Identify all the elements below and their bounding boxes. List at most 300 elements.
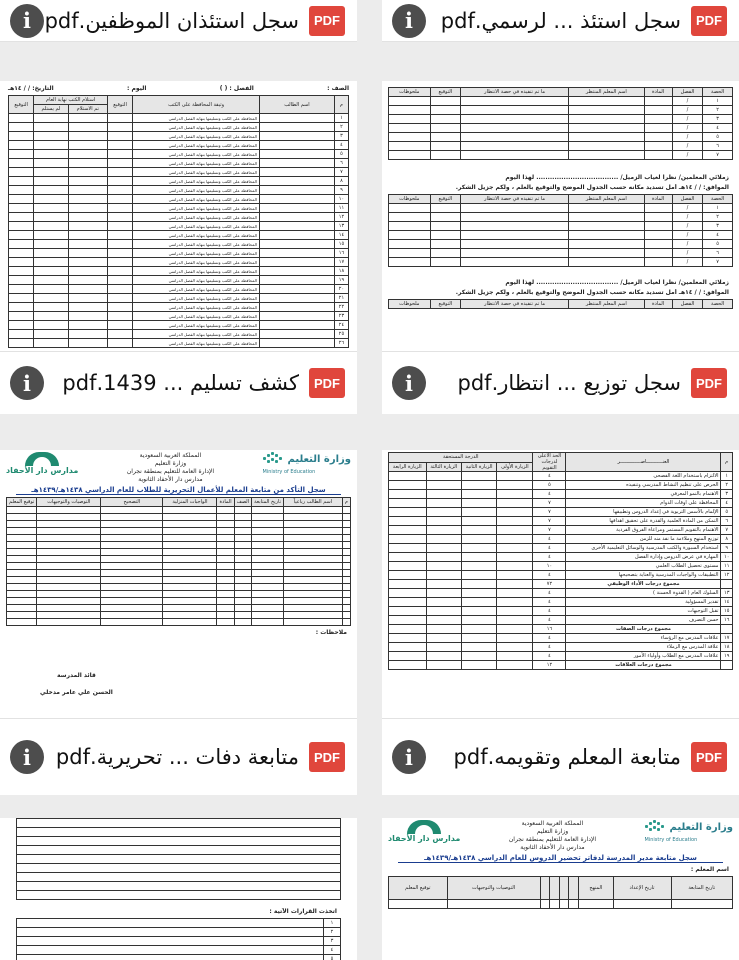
period-cell: ٢ [703,213,733,222]
lesson-prep-table [388,876,733,909]
table-row [9,159,349,168]
max-score-cell: ٧٢ [533,580,566,589]
header-lines [509,820,596,852]
table-cell [163,577,217,584]
table-cell [217,542,234,549]
table-cell [283,612,342,619]
pdf-thumbnail-notebooks[interactable] [0,450,357,720]
table-cell [426,607,461,616]
row-number: ٧ [334,168,348,177]
table-cell [426,643,461,652]
element-cell: توزيع المنهج وملاءمة ما نفذ منه للزمن [566,535,721,544]
table-cell [9,132,34,141]
pdf-thumbnail-attendance[interactable] [382,818,739,960]
table-cell [68,114,107,123]
pledge-cell: المحافظة على الكتب وتسليمها بنهاية الفصل الدراسي [133,294,260,303]
table-cell [461,231,569,240]
table-cell [462,499,497,508]
table-cell [342,570,350,577]
table-cell [107,312,132,321]
table-row [389,115,733,124]
period-cell: ٣ [703,222,733,231]
table-cell [426,535,461,544]
table-cell [34,240,68,249]
column-header: المادة [644,195,672,204]
table-cell [252,605,284,612]
section-cell: / [672,97,702,106]
table-cell [389,231,431,240]
pdf-file-icon: PDF [691,368,727,398]
row-number: ١ [334,114,348,123]
table-cell [430,115,460,124]
table-cell [462,625,497,634]
table-cell [7,535,37,542]
table-row [7,563,351,570]
table-cell [462,490,497,499]
row-number: ٣ [334,132,348,141]
pledge-cell: المحافظة على الكتب وتسليمها بنهاية الفصل الدراسي [133,213,260,222]
table-cell [389,204,431,213]
table-cell [252,528,284,535]
table-cell [430,231,460,240]
table-row [9,114,349,123]
table-row [9,276,349,285]
table-row [7,584,351,591]
table-cell [283,577,342,584]
row-number: ١٦ [334,249,348,258]
table-cell [252,577,284,584]
table-cell [163,528,217,535]
table-row [389,490,733,499]
table-cell [101,612,163,619]
table-row [389,258,733,267]
table-cell [34,132,68,141]
table-cell [426,481,461,490]
table-cell [37,507,101,514]
table-cell [426,472,461,481]
table-cell [234,591,251,598]
table-cell [101,514,163,521]
table-cell [252,556,284,563]
table-cell [107,303,132,312]
table-cell [234,528,251,535]
element-cell: علاقات المدرس مع الطلاب وأولياء الأمور [566,652,721,661]
table-row [9,177,349,186]
date-line-1: الموافق: / / ١٤هـ أمل تسديد مكانه حسب الجدول الموضح والتوقيع بالعلم ، ولكم جزيل الشكر. [455,184,729,191]
element-cell: الإلمام بالأسس التربوية في إعداد الدروس وتطبيقها [566,508,721,517]
table-cell [9,123,34,132]
element-cell: حسن التصرف [566,616,721,625]
table-cell [37,570,101,577]
table-cell [569,204,644,213]
pledge-cell: المحافظة على الكتب وتسليمها بنهاية الفصل الدراسي [133,267,260,276]
student-name-cell [259,294,334,303]
table-cell [68,285,107,294]
table-cell [34,213,68,222]
max-score-cell: ٤ [533,643,566,652]
col-received: تم الاستلام [68,105,107,114]
table-cell [462,562,497,571]
table-cell [37,577,101,584]
document-title: سجل التأكد من متابعة المعلم للأعمال التحريرية للطلاب للعام الدراسي ١٤٣٨هـ/١٤٣٩هـ [16,486,341,495]
table-cell [252,514,284,521]
table-cell [426,508,461,517]
table-cell [497,472,533,481]
column-header: ملحوظات [389,195,431,204]
info-icon[interactable]: i [10,4,44,38]
table-cell [234,514,251,521]
max-score-cell: ١٠ [533,562,566,571]
student-name-cell [259,249,334,258]
table-cell [68,195,107,204]
row-number: ١٠ [334,195,348,204]
table-cell [426,598,461,607]
table-cell [101,549,163,556]
substitute-table-2 [388,194,733,267]
file-card-2[interactable] [0,0,357,42]
table-cell [217,619,234,626]
table-row [17,873,341,882]
file-card-7[interactable] [382,818,739,960]
table-cell [9,150,34,159]
column-header: التوقيع [430,300,460,309]
table-cell [107,240,132,249]
table-cell [644,133,672,142]
period-cell: ٧ [703,151,733,160]
table-cell [462,661,497,670]
table-cell [252,542,284,549]
max-score-cell: ٤ [533,472,566,481]
table-cell [163,556,217,563]
table-cell [101,556,163,563]
table-cell [426,490,461,499]
table-cell [217,549,234,556]
table-cell [644,115,672,124]
file-card-3[interactable] [382,81,739,414]
table-cell [283,570,342,577]
row-number: ١ [721,472,733,481]
row-number: ١٢ [334,213,348,222]
pledge-cell: المحافظة على الكتب وتسليمها بنهاية الفصل الدراسي [133,186,260,195]
period-cell: ٢ [703,106,733,115]
file-card-8[interactable] [0,818,357,960]
column-header: ملحوظات [389,300,431,309]
row-number: ١٢ [721,571,733,580]
table-cell [17,955,324,960]
student-name-cell [259,132,334,141]
table-cell [163,542,217,549]
table-cell [68,240,107,249]
period-cell: ٥ [703,240,733,249]
table-cell [426,562,461,571]
table-cell [37,528,101,535]
file-card-4[interactable] [0,81,357,414]
pledge-cell: المحافظة على الكتب وتسليمها بنهاية الفصل الدراسي [133,195,260,204]
table-cell [163,605,217,612]
table-cell [252,507,284,514]
principal-block [40,672,113,696]
file-card-header [382,0,739,42]
student-name-cell [259,258,334,267]
table-cell [68,312,107,321]
table-cell [389,643,427,652]
table-cell [430,204,460,213]
table-row [389,106,733,115]
table-cell [426,544,461,553]
max-score-cell: ٤ [533,652,566,661]
pledge-cell: المحافظة على الكتب وتسليمها بنهاية الفصل الدراسي [133,285,260,294]
table-cell [389,133,431,142]
table-row [7,535,351,542]
max-score-cell: ٧ [533,508,566,517]
table-cell [163,591,217,598]
table-cell [462,517,497,526]
table-cell [462,643,497,652]
period-cell: ٤ [703,124,733,133]
file-card-5[interactable] [382,450,739,795]
table-cell [234,598,251,605]
table-cell [389,499,427,508]
element-cell: تقبل التوجيهات [566,607,721,616]
header-line: الإدارة العامة للتعليم بمنطقة نجران [126,468,214,475]
table-cell [389,240,431,249]
notes-label: ملاحظات : [315,629,347,636]
table-cell [107,168,132,177]
table-cell [389,115,431,124]
table-cell [283,535,342,542]
element-cell: مجموع درجات الصفات [566,625,721,634]
pdf-thumbnail-evaluation[interactable] [382,450,739,720]
table-cell [107,132,132,141]
table-row [9,312,349,321]
table-cell [234,605,251,612]
table-cell [426,517,461,526]
ministry-logo-icon [263,452,285,466]
table-cell [34,177,68,186]
max-score-cell: ٧ [533,517,566,526]
table-cell [342,514,350,521]
table-cell [68,303,107,312]
table-cell [461,133,569,142]
info-icon[interactable]: i [10,366,44,400]
table-cell [644,204,672,213]
student-name-cell [259,312,334,321]
table-cell [426,553,461,562]
pdf-thumbnail-distribution[interactable] [382,81,739,357]
table-cell [283,591,342,598]
table-cell [426,499,461,508]
table-cell [342,605,350,612]
pdf-thumbnail-delivery[interactable] [0,81,357,355]
letterhead [6,452,351,484]
table-cell [342,563,350,570]
info-icon[interactable]: i [392,740,426,774]
header-line: وزارة التعليم [154,460,187,467]
pdf-thumbnail-decisions[interactable] [0,818,357,960]
table-cell [430,151,460,160]
table-row [389,508,733,517]
info-icon[interactable]: i [392,366,426,400]
row-number: ٢٦ [334,339,348,348]
table-cell [283,549,342,556]
table-cell [252,563,284,570]
row-number: ٦ [721,517,733,526]
row-number: ٥ [721,508,733,517]
table-row [17,846,341,855]
document-title: سجل متابعة مدير المدرسة لدفاتر تحضير الدروس للعام الدراسي ١٤٣٨هـ/١٤٣٩هـ [398,854,723,863]
info-icon[interactable]: i [10,740,44,774]
table-cell [389,106,431,115]
section-cell: / [672,249,702,258]
col-subject: المادة [217,498,234,507]
pledge-cell: المحافظة على الكتب وتسليمها بنهاية الفصل الدراسي [133,177,260,186]
student-name-cell [259,168,334,177]
table-cell [7,619,37,626]
table-cell [252,521,284,528]
table-cell [497,607,533,616]
table-cell [497,553,533,562]
table-cell [389,580,427,589]
element-cell: استخدام السبورة والكتب المدرسية والوسائل التعليمية الأخرى [566,544,721,553]
element-cell: التطبيقات والواجبات المدرسية والعناية بتصحيحها [566,571,721,580]
table-cell [497,598,533,607]
letterhead [388,820,733,852]
table-cell [37,584,101,591]
school-logo [6,452,78,475]
table-row [7,528,351,535]
table-cell [389,124,431,133]
table-cell [430,142,460,151]
teacher-evaluation-table [388,452,733,670]
table-row [9,231,349,240]
table-cell [101,528,163,535]
row-number: ١٦ [721,616,733,625]
file-card-1[interactable] [382,0,739,42]
table-row [7,549,351,556]
max-score-cell: ١٦ [533,625,566,634]
school-name: مدارس دار الأحفاد [6,466,79,475]
table-cell [34,249,68,258]
table-cell [34,312,68,321]
table-cell [217,598,234,605]
table-cell [7,549,37,556]
table-cell [559,900,569,909]
table-cell [34,231,68,240]
table-cell [569,133,644,142]
file-card-header [0,718,357,795]
table-row [389,222,733,231]
table-cell [389,517,427,526]
table-cell [283,556,342,563]
element-cell: مجموع درجات العلاقات [566,661,721,670]
student-name-cell [259,240,334,249]
section-cell: / [672,222,702,231]
table-row [389,643,733,652]
column-header: ملحوظات [389,88,431,97]
table-row [389,499,733,508]
table-cell [569,151,644,160]
col-num: م [342,498,350,507]
table-row [7,521,351,528]
column-header: المادة [644,300,672,309]
table-row [389,204,733,213]
file-card-6[interactable] [0,450,357,795]
col-visit-3: الزيارة الثالثة [426,462,461,472]
col-visit-1: الزيارة الأولى [497,462,533,472]
table-cell [107,330,132,339]
table-cell [671,900,733,909]
table-cell [389,213,431,222]
row-number: ٢١ [334,294,348,303]
table-row [7,598,351,605]
pdf-file-icon: PDF [309,6,345,36]
table-cell [34,204,68,213]
table-cell [342,619,350,626]
pdf-file-icon: PDF [691,6,727,36]
element-cell: الحرص على تنظيم النشاط المدرسي وتنفيذه [566,481,721,490]
table-cell [7,556,37,563]
table-cell [252,591,284,598]
table-cell [613,900,671,909]
table-row [17,882,341,891]
table-cell [462,472,497,481]
col-teacher-signature: توقيع المعلم [389,877,448,900]
table-row [389,142,733,151]
row-number: ٢٢ [334,303,348,312]
ministry-sub: Ministry of Education [262,469,316,475]
row-number: ١٤ [721,598,733,607]
table-row [17,828,341,837]
table-row [9,168,349,177]
table-cell [217,591,234,598]
table-cell [101,598,163,605]
table-cell [462,571,497,580]
row-number: ١ [324,919,341,928]
table-row [17,928,341,937]
table-cell [283,619,342,626]
table-row [9,303,349,312]
table-cell [34,186,68,195]
table-cell [9,195,34,204]
table-cell [252,549,284,556]
table-row [389,571,733,580]
table-cell [217,563,234,570]
table-cell [107,222,132,231]
row-number: ٥ [324,955,341,960]
table-cell [644,231,672,240]
table-cell [68,159,107,168]
table-cell [217,535,234,542]
pdf-file-icon: PDF [309,742,345,772]
file-title: كشف تسليم ... 1439.pdf [62,371,299,395]
max-score-cell: ٤ [533,634,566,643]
table-cell [426,625,461,634]
student-name-cell [259,141,334,150]
table-cell [252,619,284,626]
info-icon[interactable]: i [392,4,426,38]
table-row [9,267,349,276]
table-row [389,240,733,249]
table-cell [234,563,251,570]
table-cell [37,535,101,542]
col-num: م [721,453,733,472]
table-row [17,864,341,873]
table-row [389,97,733,106]
table-cell [7,577,37,584]
table-cell [101,584,163,591]
table-cell [9,177,34,186]
table-cell [34,330,68,339]
